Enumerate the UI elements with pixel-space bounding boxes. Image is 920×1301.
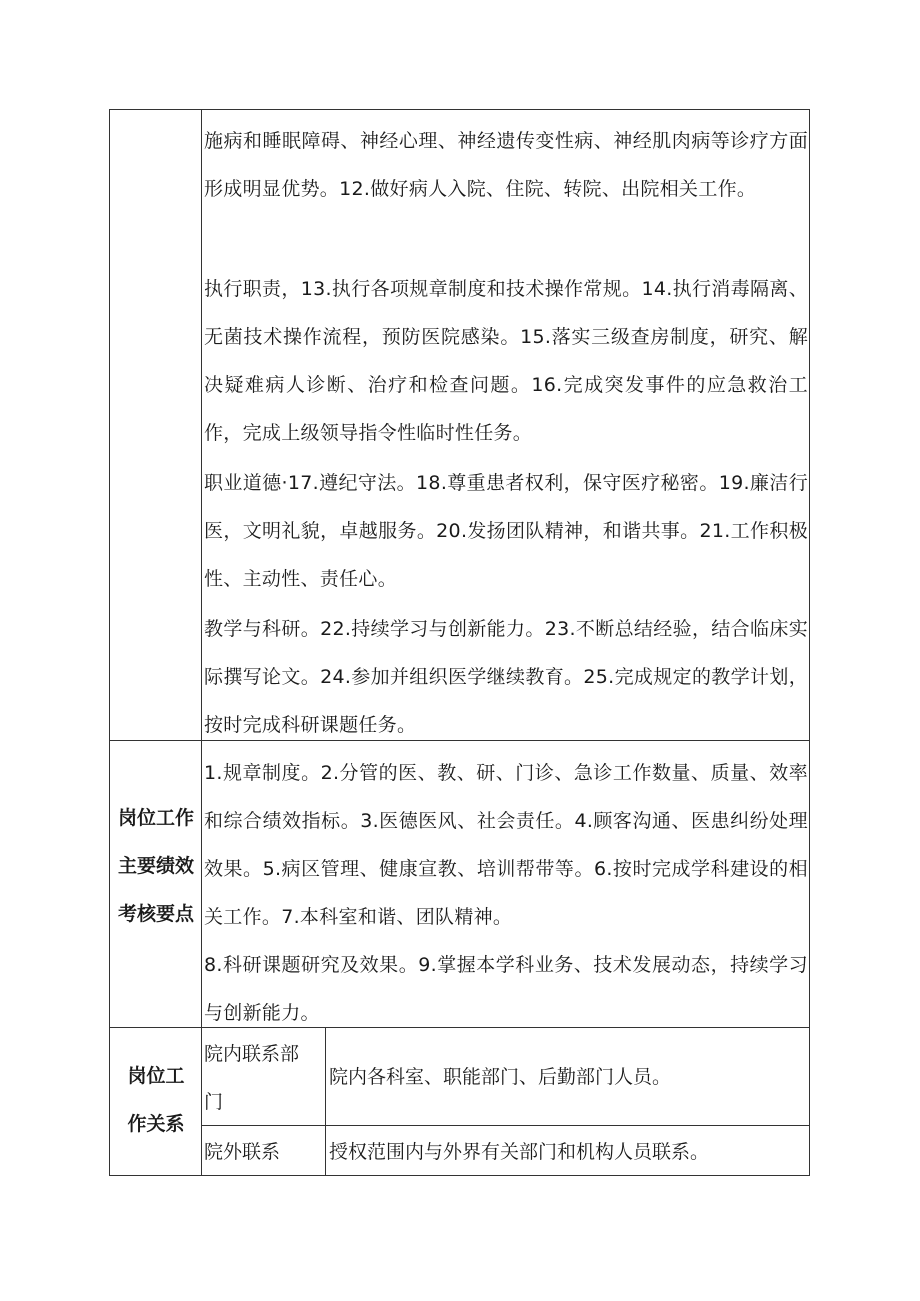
external-contact-label: 院外联系 (204, 1141, 281, 1163)
external-contact-value: 授权范围内与外界有关部门和机构人员联系。 (329, 1141, 710, 1163)
relations-divider (325, 1028, 326, 1176)
kpi-paragraph-2: 8.科研课题研究及效果。9.掌握本学科业务、技术发展动态，持续学习与创新能力。 (204, 954, 808, 1024)
internal-contact-label: 院内联系部门 (204, 1043, 300, 1113)
kpi-label: 岗位工作主要绩效考核要点 (117, 808, 194, 925)
duty-paragraph-1: 施病和睡眠障碍、神经心理、神经遗传变性病、神经肌肉病等诊疗方面形成明显优势。12.做好病人入院、住院、转院、出院相关工作。 (204, 130, 808, 200)
internal-contact-value: 院内各科室、职能部门、后勤部门人员。 (329, 1066, 672, 1088)
duty-paragraph-2: 执行职责，13.执行各项规章制度和技术操作常规。14.执行消毒隔离、无菌技术操作流程，预防医院感染。15.落实三级查房制度，研究、解决疑难病人诊断、治疗和检查问题。16.完成突发事件的应急救治工作，完成上级领导指令性临时性任务。 (204, 278, 808, 444)
kpi-paragraph-1: 1.规章制度。2.分管的医、教、研、门诊、急诊工作数量、质量、效率和综合绩效指标。3.医德医风、社会责任。4.顾客沟通、医患纠纷处理效果。5.病区管理、健康宣教、培训帮带等。6.按时完成学科建设的相关工作。7.本科室和谐、团队精神。 (204, 762, 808, 928)
duty-paragraph-3: 职业道德·17.遵纪守法。18.尊重患者权利，保守医疗秘密。19.廉洁行医，文明礼貌，卓越服务。20.发扬团队精神，和谐共事。21.工作积极性、主动性、责任心。 (204, 472, 808, 590)
column-divider (201, 110, 202, 1176)
relations-label: 岗位工作关系 (127, 1066, 185, 1135)
duty-paragraph-4: 教学与科研。22.持续学习与创新能力。23.不断总结经验，结合临床实际撰写论文。24.参加并组织医学继续教育。25.完成规定的教学计划，按时完成科研课题任务。 (204, 618, 808, 736)
